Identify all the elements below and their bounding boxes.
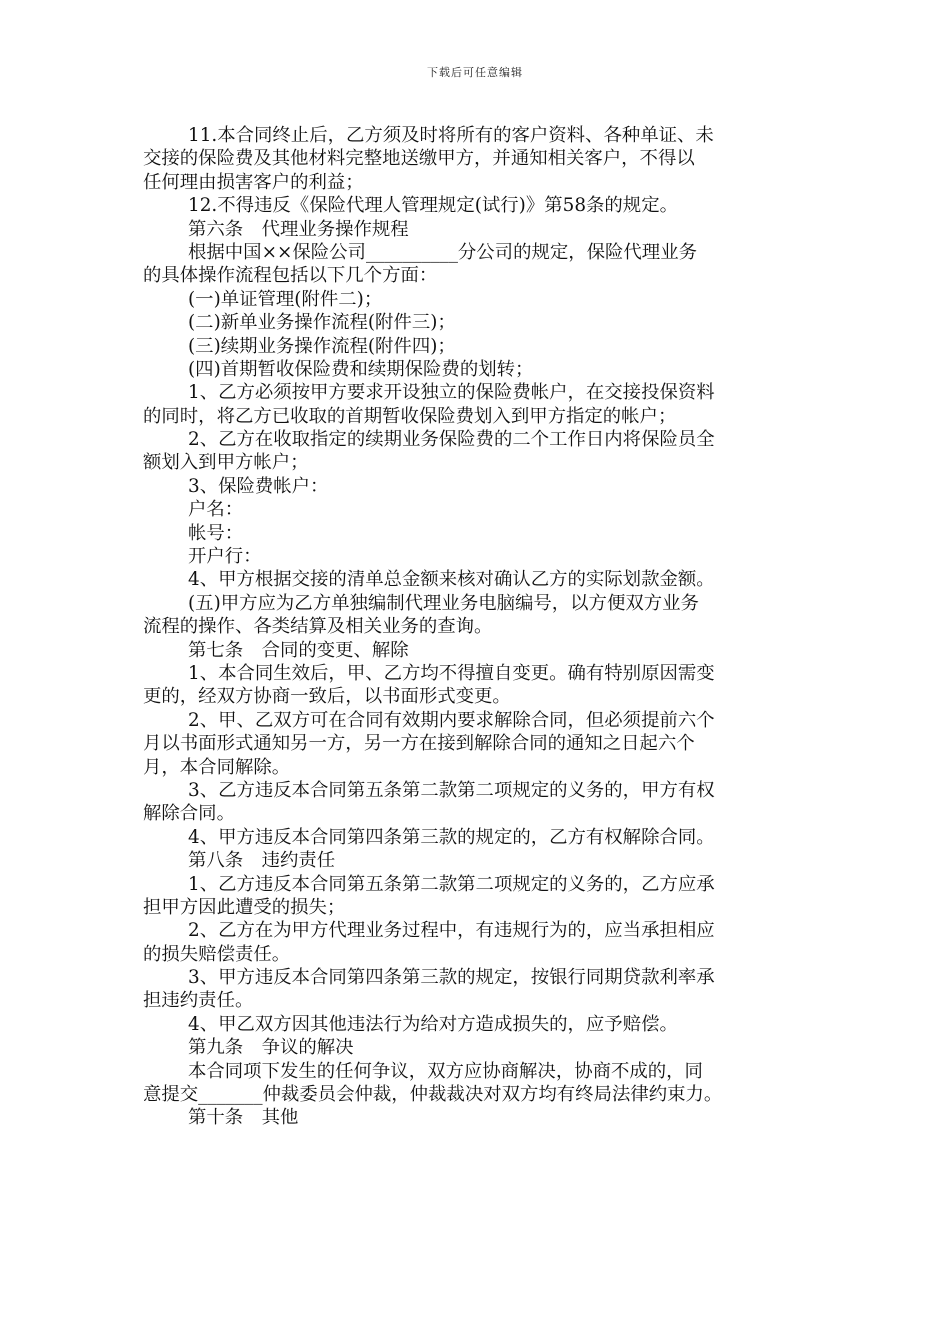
text-line: 2、乙方在为甲方代理业务过程中，有违规行为的，应当承担相应 — [188, 920, 715, 942]
text-line: 任何理由损害客户的利益； — [143, 171, 364, 193]
text-line: 3、甲方违反本合同第四条第三款的规定，按银行同期贷款利率承 — [188, 967, 715, 989]
page-header: 下载后可任意编辑 — [427, 66, 523, 79]
text-line: 更的，经双方协商一致后，以书面形式变更。 — [143, 686, 511, 708]
text-line: (四)首期暂收保险费和续期保险费的划转； — [188, 358, 534, 380]
text-line: 4、甲方根据交接的清单总金额来核对确认乙方的实际划款金额。 — [188, 569, 715, 591]
text-line: 1、本合同生效后，甲、乙方均不得擅自变更。确有特别原因需变 — [188, 662, 715, 684]
text-line: 帐号： — [188, 522, 244, 544]
text-line: 担甲方因此遭受的损失； — [143, 896, 346, 918]
text-line: 第六条 代理业务操作规程 — [188, 218, 409, 240]
text-line: 本合同项下发生的任何争议，双方应协商解决，协商不成的，同 — [188, 1060, 703, 1082]
text-line: 第七条 合同的变更、解除 — [188, 639, 409, 661]
text-line: 额划入到甲方帐户； — [143, 452, 309, 474]
text-line: 4、甲乙双方因其他违法行为给对方造成损失的，应予赔偿。 — [188, 1013, 678, 1035]
text-line: 意提交_______仲裁委员会仲裁，仲裁裁决对双方均有终局法律约束力。 — [143, 1084, 723, 1106]
text-line: 开户行： — [188, 546, 262, 568]
text-line: 第九条 争议的解决 — [188, 1037, 354, 1059]
text-line: (二)新单业务操作流程(附件三)； — [188, 312, 456, 334]
text-line: 流程的操作、各类结算及相关业务的查询。 — [143, 616, 493, 638]
text-line: 根据中国××保险公司__________分公司的规定，保险代理业务 — [188, 241, 697, 263]
text-line: 月以书面形式通知另一方，另一方在接到解除合同的通知之日起六个 — [143, 733, 695, 755]
text-line: 担违约责任。 — [143, 990, 254, 1012]
text-line: (五)甲方应为乙方单独编制代理业务电脑编号，以方便双方业务 — [188, 592, 699, 614]
text-line: 解除合同。 — [143, 803, 235, 825]
text-line: 第八条 违约责任 — [188, 850, 336, 872]
text-line: 12.不得违反《保险代理人管理规定(试行)》第58条的规定。 — [188, 195, 678, 217]
text-line: 4、甲方违反本合同第四条第三款的规定的，乙方有权解除合同。 — [188, 826, 715, 848]
text-line: 交接的保险费及其他材料完整地送缴甲方，并通知相关客户，不得以 — [143, 148, 695, 170]
text-line: 11.本合同终止后，乙方须及时将所有的客户资料、各种单证、未 — [188, 125, 714, 146]
text-line: 户名： — [188, 499, 244, 521]
text-line: 月，本合同解除。 — [143, 756, 291, 778]
text-line: 2、乙方在收取指定的续期业务保险费的二个工作日内将保险员全 — [188, 429, 715, 451]
text-line: 1、乙方必须按甲方要求开设独立的保险费帐户，在交接投保资料 — [188, 382, 715, 404]
text-line: 2、甲、乙双方可在合同有效期内要求解除合同，但必须提前六个 — [188, 709, 715, 731]
text-line: (三)续期业务操作流程(附件四)； — [188, 335, 456, 357]
text-line: 的同时，将乙方已收取的首期暂收保险费划入到甲方指定的帐户； — [143, 405, 677, 427]
text-line: 1、乙方违反本合同第五条第二款第二项规定的义务的，乙方应承 — [188, 873, 715, 895]
text-line: 第十条 其他 — [188, 1107, 299, 1129]
text-line: 3、乙方违反本合同第五条第二款第二项规定的义务的，甲方有权 — [188, 779, 715, 801]
text-line: (一)单证管理(附件二)； — [188, 288, 383, 310]
text-line: 3、保险费帐户： — [188, 475, 329, 497]
text-line: 的具体操作流程包括以下几个方面： — [143, 265, 438, 287]
text-line: 的损失赔偿责任。 — [143, 943, 291, 965]
document-body — [143, 124, 810, 1130]
